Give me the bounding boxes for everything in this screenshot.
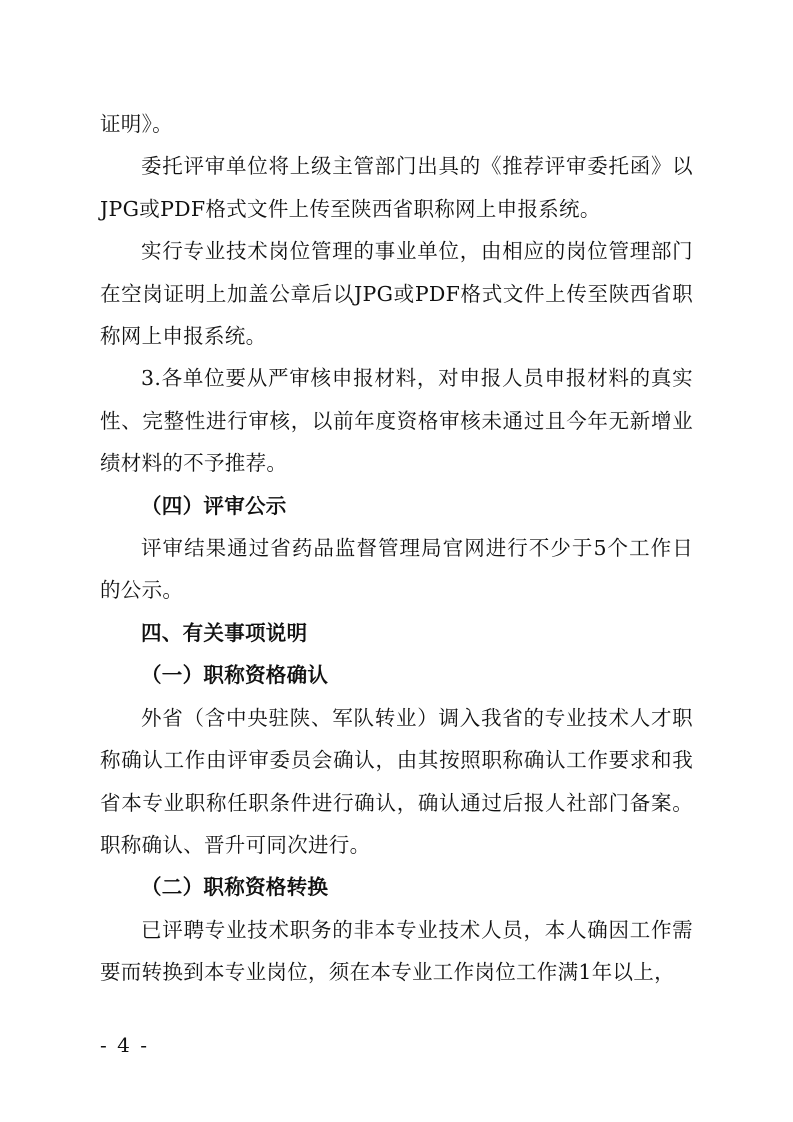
paragraph-title-conversion: 已评聘专业技术职务的非本专业技术人员，本人确因工作需要而转换到本专业岗位，须在本专业工作岗位工作满1年以上， (100, 917, 693, 985)
paragraph-review-materials: 3.各单位要从严审核申报材料，对申报人员申报材料的真实性、完整性进行审核，以前年度资格审核未通过且今年无新增业绩材料的不予推荐。 (100, 366, 693, 476)
document-body (100, 103, 693, 994)
paragraph-publicity: 评审结果通过省药品监督管理局官网进行不少于5个工作日的公示。 (100, 536, 693, 603)
section-heading-title-conversion: （二）职称资格转换 (141, 875, 329, 900)
paragraph-continuation: 证明》。 (100, 112, 173, 136)
paragraph-entrusted-review: 委托评审单位将上级主管部门出具的《推荐评审委托函》以JPG或PDF格式文件上传至陕西省职称网上申报系统。 (100, 154, 693, 221)
paragraph-title-confirmation: 外省（含中央驻陕、军队转业）调入我省的专业技术人才职称确认工作由评审委员会确认，由其按照职称确认工作要求和我省本专业职称任职条件进行确认，确认通过后报人社部门备案。职称确认、晋升可同次进行。 (100, 705, 693, 857)
paragraph-post-management: 实行专业技术岗位管理的事业单位，由相应的岗位管理部门在空岗证明上加盖公章后以JPG或PDF格式文件上传至陕西省职称网上申报系统。 (100, 239, 693, 349)
page-number: - 4 - (100, 1033, 149, 1057)
section-heading-related-matters: 四、有关事项说明 (141, 620, 308, 645)
section-heading-review-publicity: （四）评审公示 (141, 493, 287, 518)
section-heading-title-confirmation: （一）职称资格确认 (141, 663, 329, 688)
